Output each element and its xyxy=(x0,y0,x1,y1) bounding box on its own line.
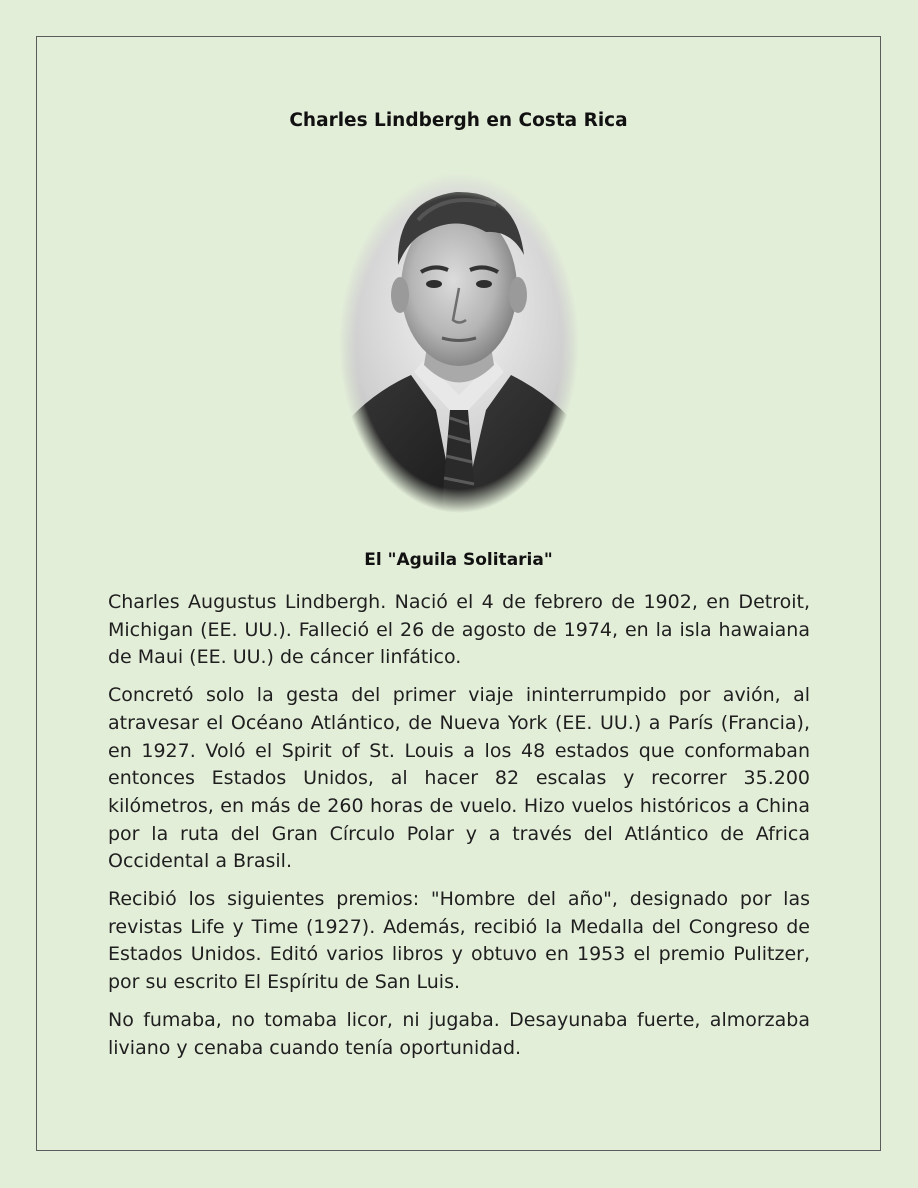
paragraph-flights: Concretó solo la gesta del primer viaje ininterrumpido por avión, al atravesar el Océano Atlántico, de Nueva York (EE. UU.) a París (Francia), en 1927. Voló el Spirit of St. Louis a los 48 estados que conformaban entonces Estados Unidos, al hacer 82 escalas y recorrer 35.200 kilómetros, en más de 260 horas de vuelo. Hizo vuelos históricos a China por la ruta del Gran Círculo Polar y a través del Atlántico de Africa Occidental a Brasil. xyxy=(108,684,810,873)
paragraph-awards: Recibió los siguientes premios: "Hombre del año", designado por las revistas Life y Time (1927). Además, recibió la Medalla del Congreso de Estados Unidos. Editó varios libros y obtuvo en 1953 el premio Pulitzer, por su escrito El Espíritu de San Luis. xyxy=(108,888,810,994)
paragraph-biography: Charles Augustus Lindbergh. Nació el 4 de febrero de 1902, en Detroit, Michigan (EE. UU.). Falleció el 26 de agosto de 1974, en la isla hawaiana de Maui (EE. UU.) de cáncer linfático. xyxy=(108,591,810,669)
portrait-photo xyxy=(326,160,592,526)
document-title: Charles Lindbergh en Costa Rica xyxy=(289,110,628,131)
article-body xyxy=(108,589,810,1072)
section-subtitle: El "Aguila Solitaria" xyxy=(364,550,553,570)
paragraph-habits: No fumaba, no tomaba licor, ni jugaba. Desayunaba fuerte, almorzaba liviano y cenaba cuando tenía oportunidad. xyxy=(108,1008,810,1059)
